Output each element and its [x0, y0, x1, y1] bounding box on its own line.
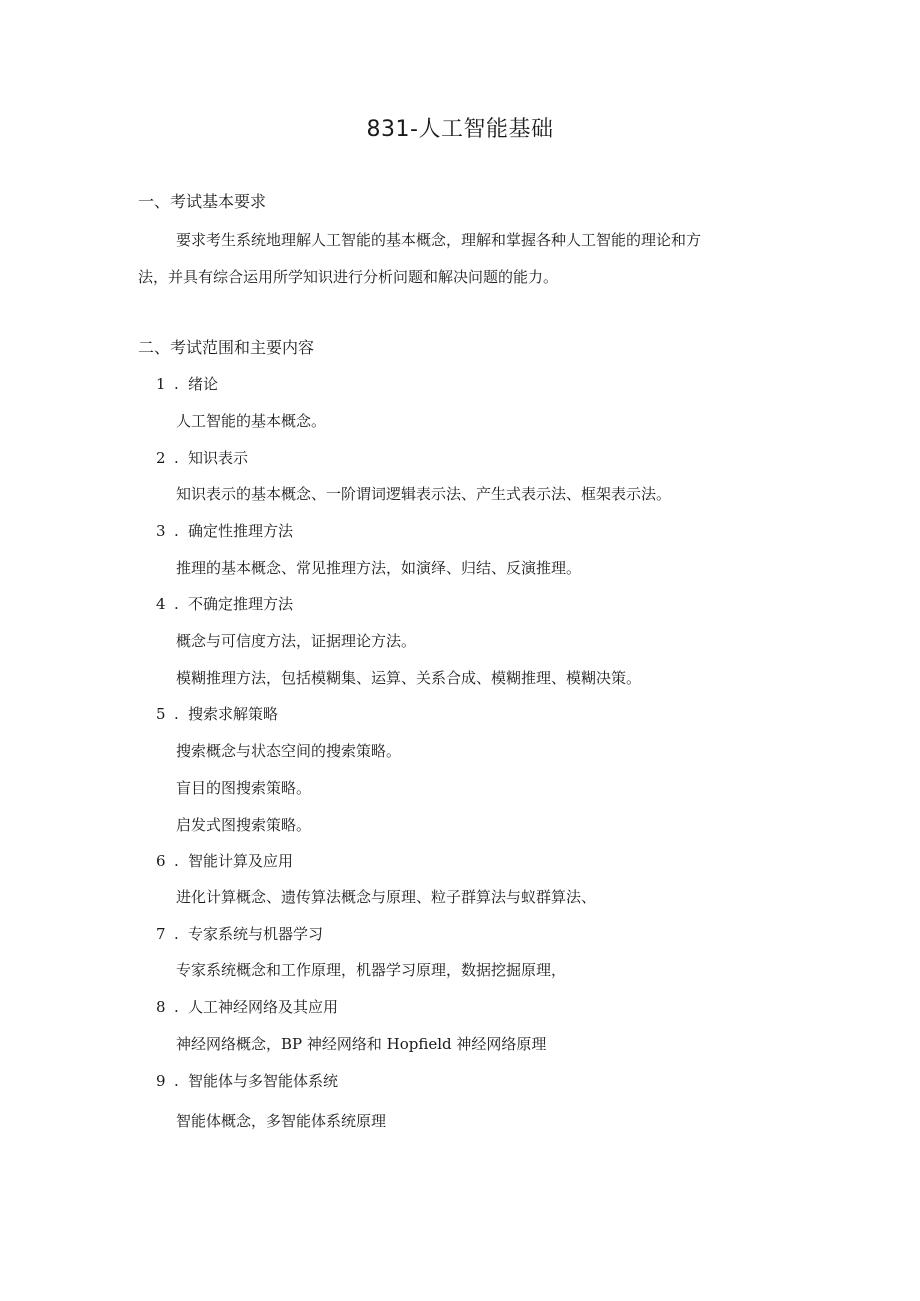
item-number: 4	[156, 595, 166, 613]
item-separator: .	[174, 852, 179, 870]
item-number: 8	[156, 998, 166, 1016]
item-number: 7	[156, 925, 166, 943]
section-heading-scope: 二、考试范围和主要内容	[138, 338, 315, 357]
item-separator: .	[174, 925, 179, 943]
list-item-title	[156, 519, 293, 543]
item-number: 6	[156, 852, 166, 870]
item-description: 知识表示的基本概念、一阶谓词逻辑表示法、产生式表示法、框架表示法。	[176, 485, 672, 503]
list-item-title	[156, 1069, 338, 1093]
item-title: 智能体与多智能体系统	[188, 1072, 339, 1090]
item-separator: .	[174, 595, 179, 613]
list-item-title	[156, 446, 248, 470]
item-description: 启发式图搜索策略。	[176, 816, 312, 834]
list-item-title	[156, 372, 218, 396]
item-description: 搜索概念与状态空间的搜索策略。	[176, 742, 402, 760]
item-separator: .	[174, 375, 179, 393]
section-heading-requirements: 一、考试基本要求	[138, 192, 267, 211]
item-number: 5	[156, 705, 166, 723]
item-title: 人工神经网络及其应用	[188, 998, 339, 1016]
item-title: 专家系统与机器学习	[188, 925, 324, 943]
requirements-paragraph-line-1: 要求考生系统地理解人工智能的基本概念，理解和掌握各种人工智能的理论和方	[176, 231, 702, 249]
item-separator: .	[174, 998, 179, 1016]
item-description: 进化计算概念、遗传算法概念与原理、粒子群算法与蚁群算法、	[176, 888, 597, 906]
item-description: 推理的基本概念、常见推理方法，如演绎、归结、反演推理。	[176, 559, 582, 577]
item-description: 概念与可信度方法，证据理论方法。	[176, 632, 417, 650]
list-item-title	[156, 849, 293, 873]
item-description: 专家系统概念和工作原理，机器学习原理，数据挖掘原理，	[176, 961, 567, 979]
item-title: 绪论	[188, 375, 219, 393]
item-separator: .	[174, 705, 179, 723]
requirements-paragraph-line-2: 法，并具有综合运用所学知识进行分析问题和解决问题的能力。	[138, 268, 559, 286]
item-title: 知识表示	[188, 449, 249, 467]
item-title: 确定性推理方法	[188, 522, 294, 540]
item-title: 不确定推理方法	[188, 595, 294, 613]
item-number: 3	[156, 522, 166, 540]
list-item-title	[156, 922, 323, 946]
list-item-title	[156, 995, 338, 1019]
item-number: 1	[156, 375, 166, 393]
item-description: 模糊推理方法，包括模糊集、运算、关系合成、模糊推理、模糊决策。	[176, 669, 642, 687]
item-description: 盲目的图搜索策略。	[176, 779, 312, 797]
list-item-title	[156, 702, 278, 726]
item-separator: .	[174, 449, 179, 467]
item-description: 神经网络概念，BP 神经网络和 Hopfield 神经网络原理	[176, 1035, 547, 1053]
item-number: 2	[156, 449, 166, 467]
item-title: 搜索求解策略	[188, 705, 279, 723]
page-title: 831-人工智能基础	[366, 117, 554, 142]
item-separator: .	[174, 522, 179, 540]
list-item-title	[156, 592, 293, 616]
item-description: 智能体概念，多智能体系统原理	[176, 1112, 387, 1130]
item-separator: .	[174, 1072, 179, 1090]
item-number: 9	[156, 1072, 166, 1090]
item-title: 智能计算及应用	[188, 852, 294, 870]
item-description: 人工智能的基本概念。	[176, 412, 327, 430]
